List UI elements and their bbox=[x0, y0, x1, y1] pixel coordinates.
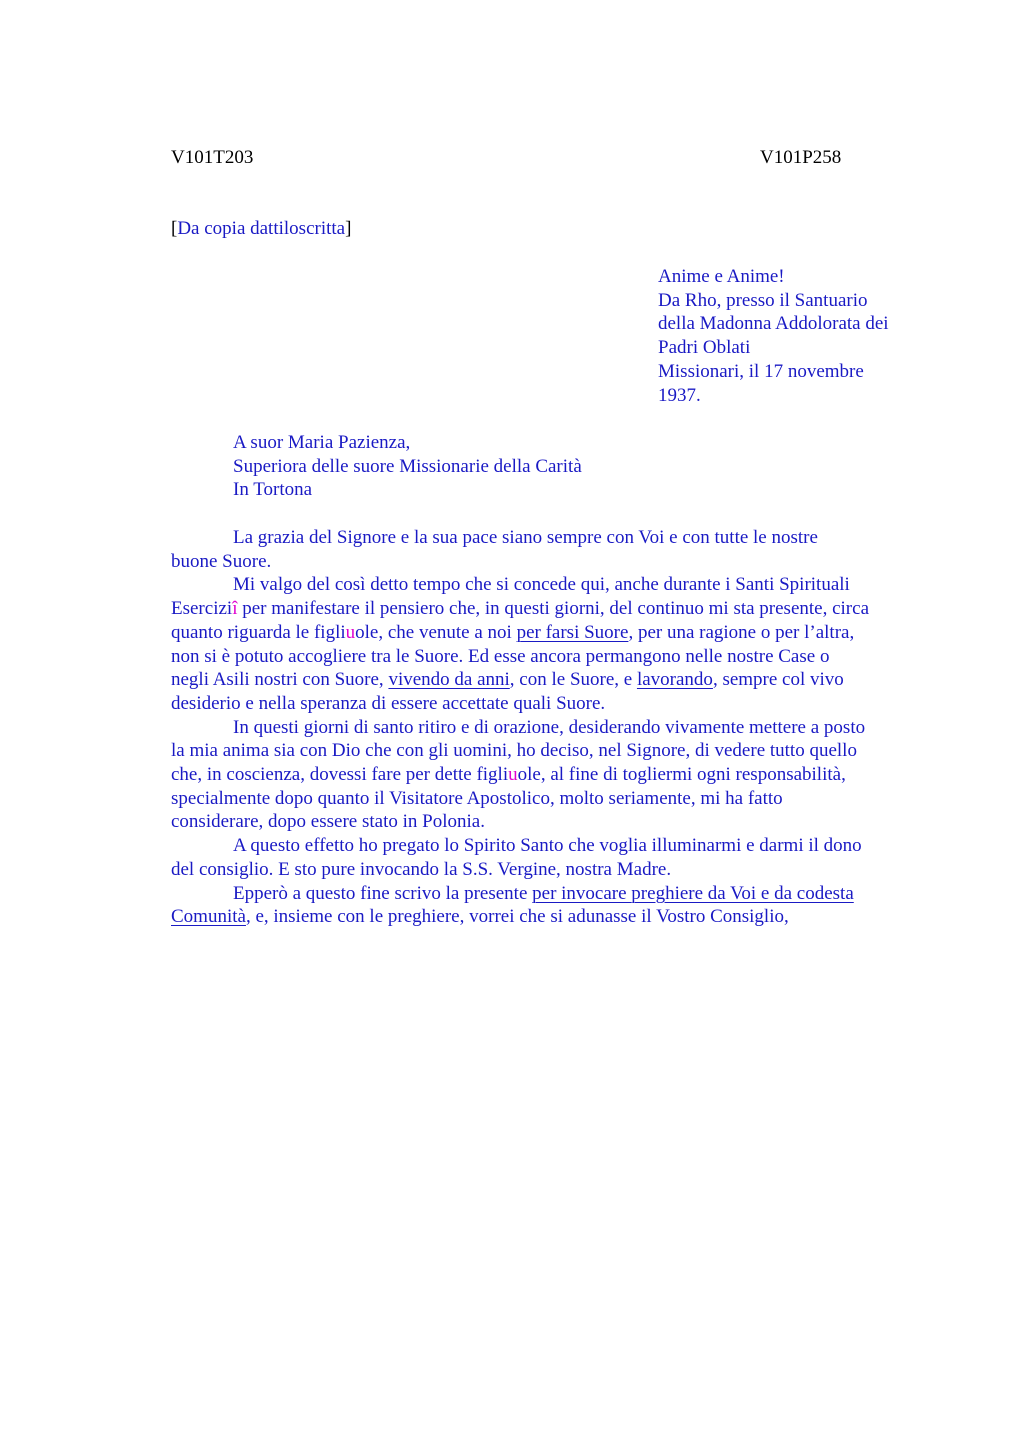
body-line: considerare, dopo essere stato in Polonia. bbox=[171, 811, 485, 833]
body-line bbox=[171, 905, 869, 929]
left-code-text: V101T203 bbox=[171, 147, 254, 168]
letter-body bbox=[171, 526, 869, 929]
body-line bbox=[171, 882, 869, 906]
source-note-text: Da copia dattiloscritta bbox=[177, 218, 346, 239]
source-note bbox=[171, 217, 351, 241]
body-line: desiderio e nella speranza di essere accettate quali Suore. bbox=[171, 692, 606, 714]
text-run: , con le Suore, e bbox=[509, 669, 637, 691]
body-line: buone Suore. bbox=[171, 550, 272, 572]
text-run: , e, insieme con le preghiere, vorrei che si adunasse il Vostro Consiglio, bbox=[245, 906, 789, 928]
dateline bbox=[658, 265, 889, 407]
body-line bbox=[171, 597, 869, 621]
addressee-line: A suor Maria Pazienza, bbox=[233, 432, 411, 453]
text-run: ole, al fine di togliermi ogni responsabilità, bbox=[517, 764, 846, 786]
body-line bbox=[171, 621, 869, 645]
source-note-open-bracket: [ bbox=[171, 218, 178, 239]
addressee bbox=[233, 431, 582, 502]
text-run: , sempre col vivo bbox=[712, 669, 844, 691]
dateline-line: Anime e Anime! bbox=[658, 266, 785, 287]
text-run: Esercizi bbox=[171, 598, 233, 620]
text-run: Epperò a questo fine scrivo la presente bbox=[233, 882, 533, 904]
body-line: non si è potuto accogliere tra le Suore. Ed esse ancora permangono nelle nostre Case o bbox=[171, 645, 830, 667]
addressee-line: Superiora delle suore Missionarie della Carità bbox=[233, 455, 582, 477]
text-run: per manifestare il pensiero che, in questi giorni, del continuo mi sta presente, circa bbox=[237, 598, 870, 620]
dateline-line: Da Rho, presso il Santuario bbox=[658, 289, 868, 311]
body-line: specialmente dopo quanto il Visitatore Apostolico, molto seriamente, mi ha fatto bbox=[171, 787, 783, 809]
source-note-close-bracket: ] bbox=[345, 218, 352, 239]
underlined-phrase: per farsi Suore bbox=[516, 621, 629, 643]
underlined-phrase: per invocare preghiere da Voi e da codesta bbox=[532, 882, 854, 904]
body-line: In questi giorni di santo ritiro e di orazione, desiderando vivamente mettere a posto bbox=[233, 716, 866, 738]
dateline-line: Padri Oblati bbox=[658, 337, 751, 359]
body-line: A questo effetto ho pregato lo Spirito Santo che voglia illuminarmi e darmi il dono bbox=[233, 835, 862, 857]
text-run: negli Asili nostri con Suore, bbox=[171, 669, 389, 691]
addressee-line: In Tortona bbox=[233, 479, 313, 501]
body-line bbox=[171, 668, 869, 692]
underlined-phrase: Comunità bbox=[171, 906, 246, 928]
header-right-code bbox=[760, 146, 841, 170]
dateline-line: 1937. bbox=[658, 384, 701, 406]
text-run: quanto riguarda le figli bbox=[171, 621, 346, 643]
underlined-phrase: lavorando bbox=[636, 669, 713, 691]
text-run: , per una ragione o per l’altra, bbox=[628, 621, 855, 643]
correction-mark: î bbox=[232, 598, 238, 620]
body-line: del consiglio. E sto pure invocando la S.S. Vergine, nostra Madre. bbox=[171, 858, 672, 880]
body-line: Mi valgo del così detto tempo che si concede qui, anche durante i Santi Spirituali bbox=[233, 574, 850, 596]
text-run: che, in coscienza, dovessi fare per dette figli bbox=[171, 764, 509, 786]
dateline-line: Missionari, il 17 novembre bbox=[658, 360, 864, 382]
correction-mark: u bbox=[508, 764, 518, 786]
body-line: La grazia del Signore e la sua pace siano sempre con Voi e con tutte le nostre bbox=[233, 527, 818, 548]
right-code-text: V101P258 bbox=[760, 147, 842, 168]
dateline-line: della Madonna Addolorata dei bbox=[658, 313, 889, 335]
body-line: la mia anima sia con Dio che con gli uomini, ho deciso, nel Signore, di vedere tutto quello bbox=[171, 740, 857, 762]
text-run: ole, che venute a noi bbox=[355, 621, 517, 643]
correction-mark: u bbox=[345, 621, 356, 643]
body-line bbox=[171, 763, 869, 787]
header-left-code bbox=[171, 146, 253, 170]
underlined-phrase: vivendo da anni bbox=[388, 669, 510, 691]
